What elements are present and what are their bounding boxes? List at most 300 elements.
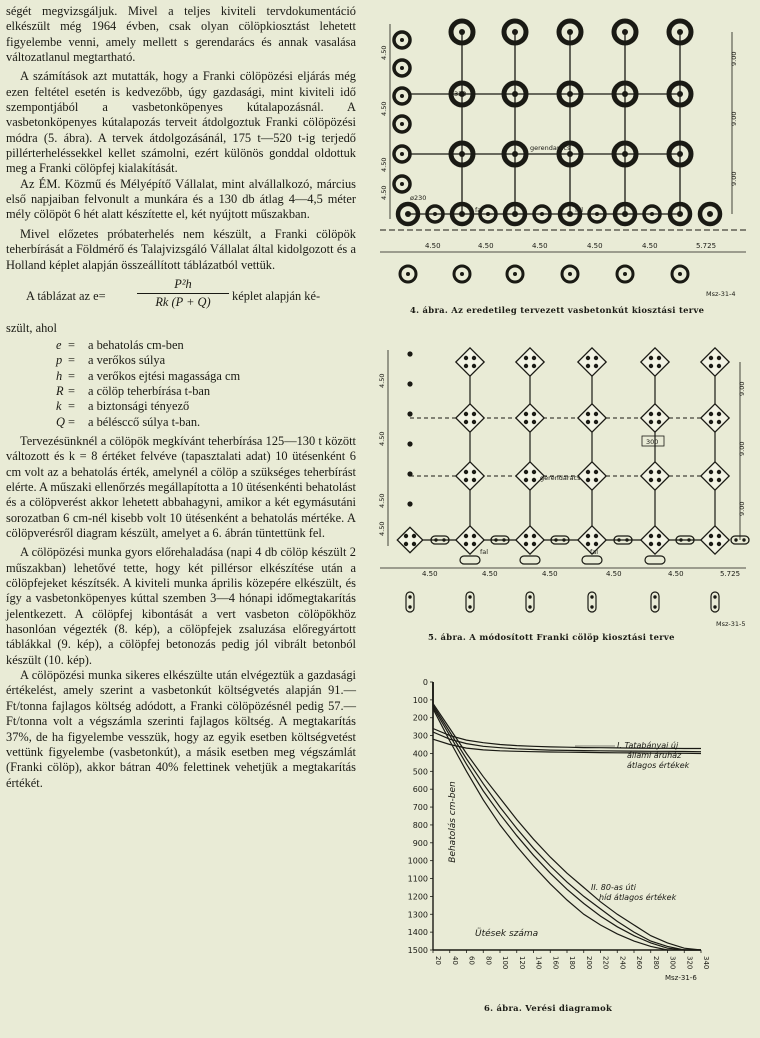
franki-pile — [532, 420, 536, 424]
x-tick-label: 140 — [534, 956, 543, 970]
x-tick-label: 180 — [568, 956, 576, 970]
series-line-II — [433, 682, 701, 950]
franki-pile — [472, 412, 476, 416]
franki-pile — [649, 542, 653, 546]
franki-pile — [408, 605, 411, 608]
paragraph-5: szült, ahol — [6, 320, 57, 335]
dimension-label: 4.50 — [482, 570, 498, 578]
franki-pile — [586, 542, 590, 546]
franki-pile — [586, 470, 590, 474]
variable-symbol: k — [56, 399, 62, 414]
figure-4-caption: 4. ábra. Az eredetileg tervezett vasbetonkút kiosztási terve — [410, 305, 705, 315]
pile-cap — [516, 404, 544, 432]
franki-pile — [649, 478, 653, 482]
franki-pile — [594, 542, 598, 546]
paragraph-6: Tervezésünknél a cölöpök megkívánt teherbírása 125—130 t között változott és k = 8 értéket felvéve (tapasztalati adat) 10 ütésenként 6 cm volt az a behatolás érték, amelynél a cölöp a szükséges teherbírást elérte. A műszaki ellenőrzés megállapította a 10 ütésenkénti behatolást és a cölöpverést akkor lehetett abbahagyni, amikor a két egymásutáni sorozatban 6 cm-nél kisebb volt 10 ütésenként a behatolás mértéke. A cölöpverésről diagram készült, amelyet a 6. ábrán tüntettünk fel. — [6, 433, 356, 541]
franki-pile — [717, 364, 721, 368]
diameter-label: ø330 — [450, 90, 467, 98]
wall-label: fal — [480, 548, 489, 556]
y-axis-label: Behatolás cm-ben — [448, 781, 458, 863]
franki-pile — [407, 441, 412, 446]
beam-label: gerendarács — [530, 144, 571, 152]
y-tick-label: 500 — [412, 767, 428, 777]
dimension-label: 9.00 — [738, 381, 746, 396]
franki-pile — [502, 538, 505, 541]
franki-pile — [524, 356, 528, 360]
y-tick-label: 0 — [422, 678, 428, 687]
franki-pile — [625, 538, 628, 541]
franki-pile — [586, 534, 590, 538]
well-center — [568, 272, 572, 276]
y-tick-label: 1200 — [407, 892, 428, 902]
paragraph-1: ségét megvizsgáljuk. Mivel a teljes kiviteli tervdokumentáció elkészült még 1964 évben, csak olyan cölöpkiosztást lehetett figyelembe venni, amely mellett s gerendarács és annak vasalása változatlanul megtartható. — [6, 4, 356, 65]
franki-pile — [464, 412, 468, 416]
dimension-label: 9.00 — [738, 441, 746, 456]
franki-pile — [657, 534, 661, 538]
franki-pile — [657, 470, 661, 474]
variable-symbol: h — [56, 368, 63, 383]
wall-label: fal — [475, 206, 484, 214]
article-text-column — [6, 4, 356, 791]
franki-pile — [472, 478, 476, 482]
franki-pile — [734, 538, 737, 541]
well-center — [406, 272, 410, 276]
franki-pile — [532, 356, 536, 360]
franki-pile — [617, 538, 620, 541]
franki-pile — [657, 542, 661, 546]
dimension-label: 4.50 — [668, 570, 684, 578]
paragraph-2: A számítások azt mutatták, hogy a Franki cölöpözési eljárás még ezen feltétel esetén is kedvezőbb, úgy gazdasági, mint kiviteli idő szempontjából a vasbetonköpenyes kútalapozásnál. A vasbetonköpenyes kútalapozás terveit átdolgoztuk Franki cölöpözési módra (5. ábra). A tervek átdolgozásánál, 175 t—520 t-ig terjedő pillérterheléssekkel kellet számolni, ezért különös gonddal oldottuk meg a Franki cölöpfej kialakítását. — [6, 69, 356, 176]
wall-pile-pair — [520, 556, 540, 564]
franki-pile — [472, 534, 476, 538]
franki-pile — [408, 595, 411, 598]
well-center — [678, 272, 682, 276]
variable-row — [6, 353, 356, 368]
separate-pile-pair — [466, 592, 474, 612]
well-center — [433, 212, 437, 216]
series-line-II — [433, 682, 701, 950]
dimension-label: 4.50 — [380, 157, 388, 172]
franki-pile — [713, 605, 716, 608]
y-tick-label: 1000 — [407, 856, 428, 866]
variable-row — [6, 384, 356, 399]
franki-pile — [472, 470, 476, 474]
beam-label: gerendarács — [540, 474, 581, 482]
formula-suffix: képlet alapján ké- — [232, 288, 321, 303]
x-tick-label: 280 — [651, 956, 660, 970]
well-center — [567, 211, 573, 217]
franki-pile — [407, 411, 412, 416]
variable-equals: = — [68, 414, 75, 429]
x-tick-label: 320 — [685, 956, 694, 970]
franki-pile — [524, 478, 528, 482]
franki-pile — [709, 478, 713, 482]
franki-pile — [524, 420, 528, 424]
paragraph-3: Az ÉM. Közmű és Mélyépítő Vállalat, mint alvállalkozó, március első napjaiban felvonult a munkára és a 130 db átlag 4—4,5 méter mély cölöpöt 6 hét alatt készítette el, két nyújtott műszakban. — [6, 176, 356, 222]
well-center — [405, 211, 411, 217]
well-center — [650, 212, 654, 216]
franki-pile — [586, 420, 590, 424]
variable-row — [6, 338, 356, 353]
x-tick-label: 200 — [584, 956, 593, 970]
franki-pile — [532, 534, 536, 538]
franki-pile — [412, 534, 416, 538]
franki-pile — [524, 542, 528, 546]
franki-pile — [472, 356, 476, 360]
well-center — [677, 151, 683, 157]
pile-cap — [641, 462, 669, 490]
series-I-label-line: I. Tatabányai új — [617, 741, 679, 750]
dimension-label: 5.725 — [720, 570, 741, 578]
separate-pile-pair — [711, 592, 719, 612]
dimension-label: 4.50 — [642, 242, 658, 250]
variable-equals: = — [68, 353, 75, 368]
variable-row — [6, 415, 356, 430]
x-tick-label: 240 — [618, 956, 627, 970]
x-tick-label: 20 — [434, 956, 442, 965]
paragraph-7: A cölöpözési munka gyors előrehaladása (napi 4 db cölöp készült 2 műszakban) lehetővé tette, hogy két pillérsor elkészítése után a cölöpfejeket készítsék. A kiviteli munka április közepére elkészült, és így a vasbetonköpenyes kúttal szemben 3—4 hónapi időmegtakarítás jelentkezett. A cölöpfej kibontását a vert vasbeton cölöpökhöz hasonlóan végezték (8. kép), a cölöpfejek zsaluzása előregyártott táblákkal (9. kép), a cölöpfej betonozás pedig jól vibrált betonból készült (10. kép). — [6, 545, 356, 667]
dimension-label: 4.50 — [425, 242, 441, 250]
paragraph-8: A cölöpözési munka sikeres elkészülte után elvégeztük a gazdasági értékelést, amely szerint a vasbetonkút költségvetés alapján 91.— Ft/tonna fajlagos költség adódott, a Franki cölöpözésnél pedig 57.— Ft/tonna volt a végszámla szerinti fajlagos költség. A megtakarítás 37%, de ha figyelembe vesszük, hogy az egyik esetben költségvetést vettünk figyelembe (vasbetonkút), a másik esetben meg végszámlát (Franki cölöp), akkor bátran 40% felettinek vehetjük a megtakarítás értékét. — [6, 668, 356, 790]
variable-equals: = — [68, 384, 75, 399]
variable-symbol: e — [56, 338, 62, 353]
franki-pile — [524, 412, 528, 416]
dimension-label: 4.50 — [606, 570, 622, 578]
separate-pile-pair — [406, 592, 414, 612]
x-tick-label: 40 — [450, 956, 459, 965]
franki-pile — [717, 534, 721, 538]
dimension-label: 4.50 — [378, 521, 386, 536]
x-tick-label: 120 — [517, 956, 526, 970]
pile-cap — [456, 348, 484, 376]
franki-pile — [649, 356, 653, 360]
variable-symbol: Q — [56, 414, 65, 429]
variable-description: a biztonsági tényező — [88, 399, 190, 414]
y-tick-label: 700 — [412, 803, 428, 813]
franki-pile — [586, 412, 590, 416]
franki-pile — [709, 364, 713, 368]
franki-pile — [532, 412, 536, 416]
x-tick-label: 80 — [484, 956, 493, 965]
franki-pile — [528, 605, 531, 608]
well-center — [486, 212, 490, 216]
x-tick-label: 300 — [668, 956, 677, 970]
franki-pile — [653, 605, 656, 608]
franki-pile — [594, 356, 598, 360]
well-center — [567, 91, 573, 97]
holland-formula — [6, 276, 356, 319]
dimension-label: 9.00 — [738, 501, 746, 516]
franki-pile — [657, 478, 661, 482]
variable-equals: = — [68, 368, 75, 383]
franki-pile — [407, 501, 412, 506]
franki-pile — [562, 538, 565, 541]
y-tick-label: 900 — [412, 838, 428, 848]
well-center — [622, 151, 628, 157]
x-tick-label: 160 — [551, 956, 560, 970]
well-center — [540, 212, 544, 216]
franki-pile — [407, 381, 412, 386]
franki-pile — [468, 595, 471, 598]
variable-equals: = — [68, 399, 75, 414]
well-center — [512, 29, 518, 35]
franki-pile — [594, 478, 598, 482]
well-center — [400, 152, 404, 156]
well-center — [400, 182, 404, 186]
well-center — [567, 29, 573, 35]
wall-pile-pair — [460, 556, 480, 564]
franki-pile — [472, 542, 476, 546]
pile-cap — [397, 527, 422, 552]
series-I-label-line: átlagos értékek — [627, 761, 690, 770]
paragraph-4: Mivel előzetes próbaterhelés nem készült, a Franki cölöpök teherbírását a Földmérő és Talajvizsgáló Vállalat által kidolgozott és a Holland képlet alapján összeállított táblázatból vettük. — [6, 226, 356, 272]
x-tick-label: 60 — [467, 956, 476, 965]
franki-pile — [594, 420, 598, 424]
franki-pile — [657, 364, 661, 368]
well-center — [622, 211, 628, 217]
figure-6-caption: 6. ábra. Verési diagramok — [484, 1003, 613, 1013]
franki-pile — [649, 412, 653, 416]
franki-pile — [524, 470, 528, 474]
franki-pile — [717, 542, 721, 546]
x-tick-label: 100 — [501, 956, 509, 970]
pile-cap — [701, 348, 729, 376]
stamp: Msz-31-4 — [706, 290, 736, 298]
pile-cap — [701, 404, 729, 432]
separate-pile-pair — [588, 592, 596, 612]
well-center — [513, 272, 517, 276]
well-center — [400, 122, 404, 126]
franki-pile — [594, 470, 598, 474]
formula-denominator: Rk (P + Q) — [155, 294, 211, 309]
dimension-label: 4.50 — [378, 431, 386, 446]
diameter-label: ø230 — [410, 194, 427, 202]
formula-numerator: P²h — [137, 277, 229, 294]
franki-pile — [464, 420, 468, 424]
well-center — [677, 211, 683, 217]
well-center — [677, 91, 683, 97]
franki-pile — [717, 470, 721, 474]
pile-cap — [701, 526, 729, 554]
variable-row — [6, 369, 356, 384]
franki-pile — [709, 420, 713, 424]
pile-cap — [641, 404, 669, 432]
franki-pile — [709, 470, 713, 474]
wall-label: fal — [575, 206, 584, 214]
x-tick-label: 260 — [635, 956, 643, 970]
franki-pile — [742, 538, 745, 541]
franki-pile — [464, 364, 468, 368]
franki-pile — [709, 534, 713, 538]
pile-cap — [578, 462, 606, 490]
y-tick-label: 300 — [412, 731, 428, 741]
franki-pile — [717, 356, 721, 360]
franki-pile — [524, 534, 528, 538]
x-tick-label: 340 — [702, 956, 710, 970]
franki-pile — [442, 538, 445, 541]
franki-pile — [464, 470, 468, 474]
franki-pile — [407, 471, 412, 476]
franki-pile — [709, 542, 713, 546]
franki-pile — [532, 470, 536, 474]
dimension-label: 4.50 — [422, 570, 438, 578]
franki-pile — [464, 534, 468, 538]
pile-cap — [516, 348, 544, 376]
franki-pile — [594, 534, 598, 538]
dimension-label: 4.50 — [532, 242, 548, 250]
franki-pile — [594, 364, 598, 368]
y-tick-label: 800 — [412, 820, 428, 830]
series-line-II — [433, 682, 701, 950]
dimension-label: 4.50 — [380, 45, 388, 60]
dimension-label: 5.725 — [696, 242, 717, 250]
franki-pile — [653, 595, 656, 598]
franki-pile — [586, 478, 590, 482]
franki-pile — [649, 420, 653, 424]
dimension-label: 4.50 — [378, 373, 386, 388]
pile-cap — [516, 526, 544, 554]
figure-4-plan — [380, 4, 756, 304]
franki-pile — [717, 412, 721, 416]
well-center — [459, 211, 465, 217]
x-axis-label: Ütések száma — [475, 929, 539, 939]
franki-pile — [434, 538, 437, 541]
dimension-label: 4.50 — [542, 570, 558, 578]
franki-pile — [412, 542, 416, 546]
variable-description: a bélésccő súlya t-ban. — [88, 414, 201, 429]
pile-cap — [578, 404, 606, 432]
separate-pile-pair — [651, 592, 659, 612]
franki-pile — [590, 595, 593, 598]
series-I-label — [617, 741, 690, 770]
figure-6-driving-diagram — [395, 672, 725, 1002]
pile-cap — [456, 404, 484, 432]
franki-pile — [532, 542, 536, 546]
franki-pile — [404, 534, 408, 538]
stamp: Msz-31-6 — [665, 974, 697, 982]
franki-pile — [524, 364, 528, 368]
variable-symbol: R — [56, 384, 64, 399]
well-center — [707, 211, 713, 217]
pile-cap — [701, 462, 729, 490]
dimension-label: 9.00 — [730, 111, 738, 126]
franki-pile — [709, 412, 713, 416]
dimension-label: 4.50 — [380, 185, 388, 200]
franki-pile — [404, 542, 408, 546]
wall-label: fal — [590, 548, 599, 556]
dimension-label: 9.00 — [730, 171, 738, 186]
series-II-label — [591, 883, 677, 902]
wall-pile-pair — [645, 556, 665, 564]
well-center — [512, 151, 518, 157]
pile-cap — [641, 526, 669, 554]
figure-5-plan — [380, 340, 756, 630]
franki-pile — [649, 470, 653, 474]
variable-symbol: p — [56, 353, 63, 368]
dimension-label: 4.50 — [587, 242, 603, 250]
franki-pile — [713, 595, 716, 598]
series-line-I — [433, 682, 701, 749]
franki-pile — [657, 412, 661, 416]
franki-pile — [472, 364, 476, 368]
well-center — [512, 211, 518, 217]
franki-pile — [590, 605, 593, 608]
franki-pile — [679, 538, 682, 541]
y-tick-label: 1500 — [407, 946, 428, 955]
franki-pile — [472, 420, 476, 424]
franki-pile — [407, 351, 412, 356]
y-tick-label: 200 — [412, 713, 428, 723]
franki-pile — [586, 364, 590, 368]
franki-pile — [532, 478, 536, 482]
franki-pile — [586, 356, 590, 360]
y-tick-label: 600 — [412, 785, 428, 795]
wall-pile-pair — [582, 556, 602, 564]
dimension-label: 9.00 — [730, 51, 738, 66]
variable-equals: = — [68, 338, 75, 353]
well-center — [459, 151, 465, 157]
variable-description: a verőkos súlya — [88, 353, 166, 368]
franki-pile — [532, 364, 536, 368]
variable-description: a cölöp teherbírása t-ban — [88, 384, 211, 399]
well-center — [400, 66, 404, 70]
series-II-label-line: II. 80-as úti — [591, 883, 636, 892]
franki-pile — [687, 538, 690, 541]
well-center — [622, 91, 628, 97]
franki-pile — [657, 356, 661, 360]
franki-pile — [464, 356, 468, 360]
variable-description: a behatolás cm-ben — [88, 338, 184, 353]
franki-pile — [649, 534, 653, 538]
franki-pile — [657, 420, 661, 424]
y-tick-label: 400 — [412, 749, 428, 759]
formula-prefix: A táblázat az e= — [26, 288, 106, 303]
franki-pile — [464, 542, 468, 546]
franki-pile — [649, 364, 653, 368]
pile-cap — [578, 348, 606, 376]
pile-cap — [456, 462, 484, 490]
formula-fraction — [137, 277, 229, 310]
cap-size-label: 300 — [646, 438, 659, 446]
franki-pile — [494, 538, 497, 541]
franki-pile — [709, 356, 713, 360]
y-tick-label: 1300 — [407, 910, 428, 920]
franki-pile — [717, 420, 721, 424]
well-center — [595, 212, 599, 216]
well-center — [622, 29, 628, 35]
variable-description: a verőkos ejtési magassága cm — [88, 368, 241, 383]
x-tick-label: 220 — [601, 956, 610, 970]
dimension-label: 4.50 — [380, 101, 388, 116]
y-tick-label: 100 — [412, 695, 428, 705]
y-tick-label: 1400 — [407, 928, 428, 938]
figure-5-caption: 5. ábra. A módosított Franki cölöp kiosztási terve — [428, 632, 675, 642]
well-center — [460, 272, 464, 276]
separate-pile-pair — [526, 592, 534, 612]
variable-row — [6, 399, 356, 414]
series-II-label-line: híd átlagos értékek — [599, 893, 677, 902]
franki-pile — [464, 478, 468, 482]
dimension-label: 4.50 — [378, 493, 386, 508]
franki-pile — [468, 605, 471, 608]
well-center — [677, 29, 683, 35]
well-center — [623, 272, 627, 276]
y-tick-label: 1100 — [407, 874, 428, 884]
pile-cap — [641, 348, 669, 376]
dimension-label: 4.50 — [478, 242, 494, 250]
well-center — [459, 29, 465, 35]
franki-pile — [594, 412, 598, 416]
